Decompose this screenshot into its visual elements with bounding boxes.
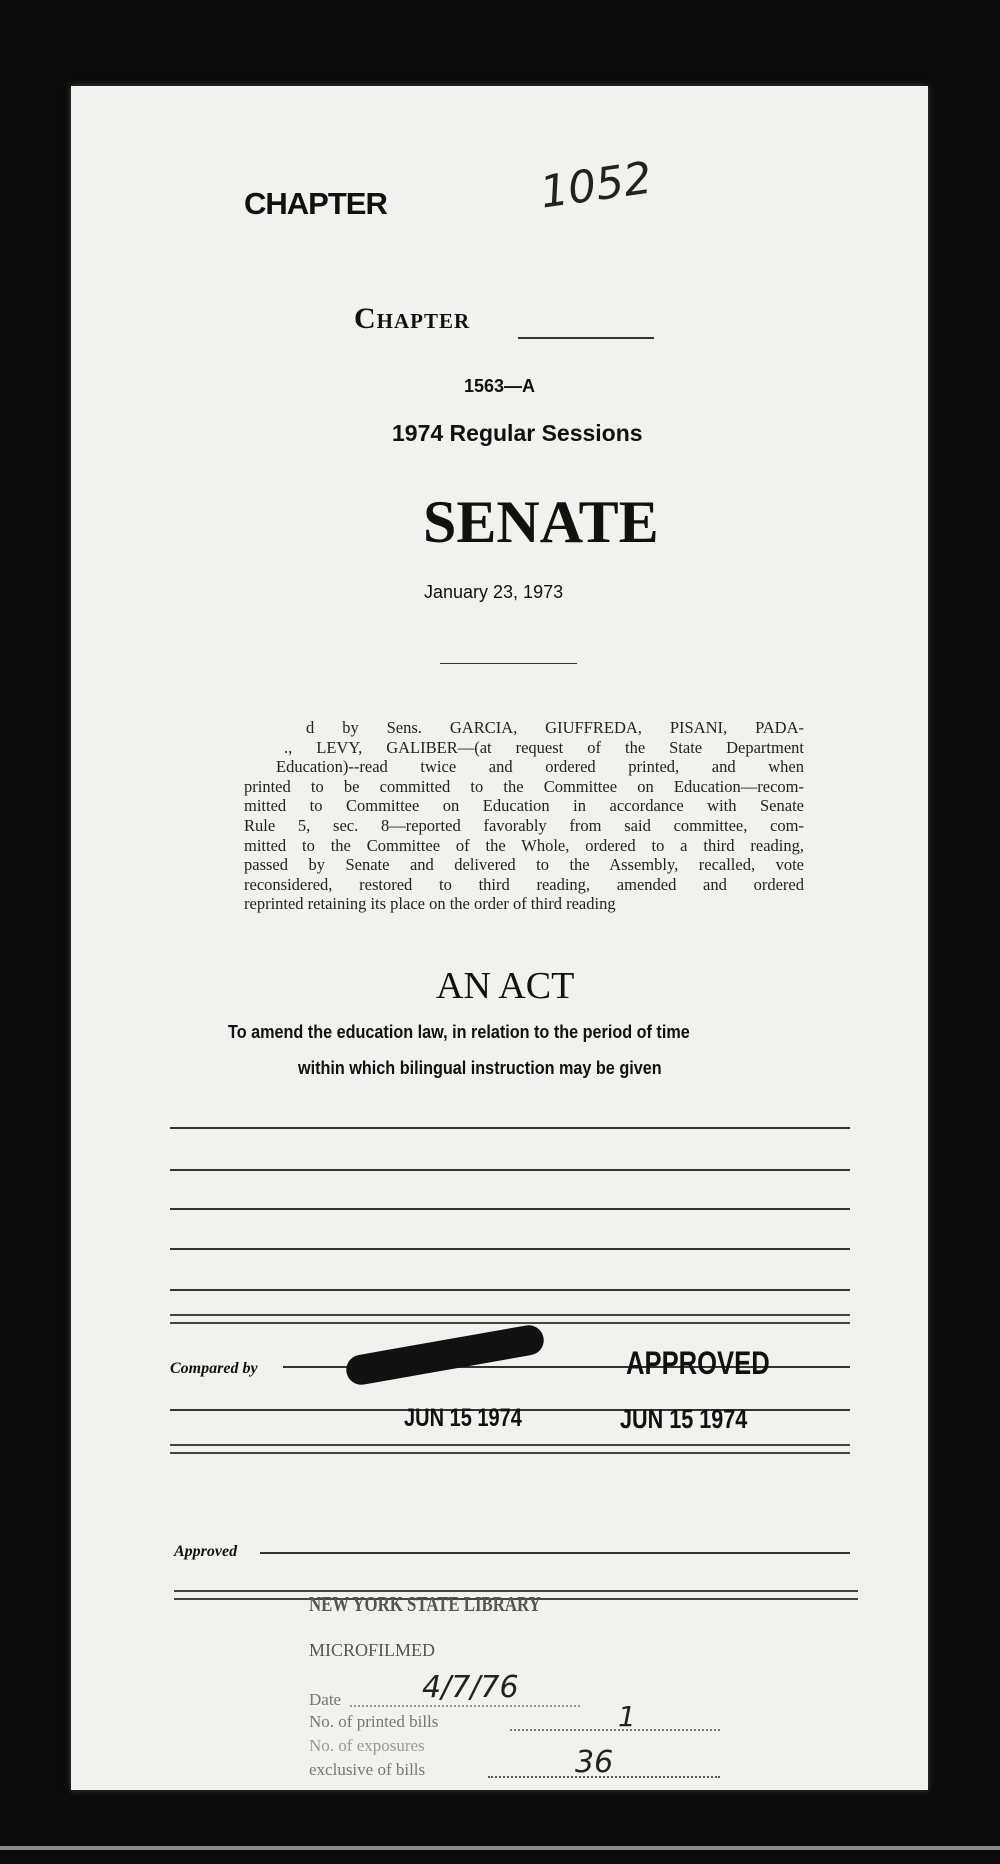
chapter-stamp: CHAPTER [244, 186, 387, 221]
bill-number: 1563—A [464, 376, 536, 396]
chapter-blank-line [518, 337, 654, 339]
legislative-history: d by Sens. GARCIA, GIUFFREDA, PISANI, PADA- ., LEVY, GALIBER—(at request of the State Department Education)--read twice and ordered printed, and when printed to be committed to the Committee on Education—recom- mitted to Committee on Education in accordance with Senate Rule 5, sec. 8—reported favorably from said committee, com- mitted to the Committee of the Whole, ordered to a third reading, passed by Senate and delivered to the Assembly, recalled, vote reconsidered, restored to third reading, amended and ordered reprinted retaining its place on the order of third reading [244, 718, 804, 914]
blank-line [170, 1127, 850, 1129]
approved-date-stamp: JUN 15 1974 [620, 1404, 748, 1434]
double-rule [170, 1314, 850, 1324]
library-name: NEW YORK STATE LIBRARY [309, 1592, 541, 1616]
film-edge [0, 1846, 1000, 1850]
session: 1974 Regular Sessions [392, 420, 643, 446]
approved-stamp: APPROVED [626, 1345, 770, 1381]
blank-line [170, 1289, 850, 1291]
chapter-heading [354, 302, 470, 336]
exposures-count: 36 [575, 1745, 614, 1780]
exposures-label: No. of exposures [309, 1736, 425, 1755]
handwritten-chapter-number: 1052 [536, 152, 655, 219]
introduction-date: January 23, 1973 [424, 582, 564, 602]
act-description-line2: within which bilingual instruction may be given [298, 1058, 662, 1078]
printed-bills-label: No. of printed bills [309, 1712, 439, 1731]
exposures-label-2: exclusive of bills [309, 1760, 426, 1779]
bill-jacket-page [71, 86, 928, 1790]
blank-line [170, 1169, 850, 1171]
microfilm-date: 4/7/76 [422, 1670, 519, 1705]
double-rule [170, 1444, 850, 1454]
chapter-label: Chapter [354, 302, 471, 335]
blank-line [170, 1208, 850, 1210]
compared-by-label: Compared by [170, 1360, 258, 1377]
printed-bills-count: 1 [618, 1700, 636, 1733]
approved-line [260, 1552, 850, 1554]
date-label: Date [309, 1690, 342, 1709]
printed-bills-dots [510, 1729, 720, 1731]
blank-line [170, 1248, 850, 1250]
act-description-line1: To amend the education law, in relation to the period of time [228, 1022, 690, 1042]
date-dots [350, 1705, 580, 1707]
compared-date-stamp: JUN 15 1974 [404, 1404, 522, 1432]
microfilmed-label: MICROFILMED [309, 1640, 436, 1660]
house-title: SENATE [423, 489, 659, 555]
act-title: AN ACT [436, 965, 575, 1007]
approved-label: Approved [174, 1543, 238, 1560]
divider [440, 663, 577, 664]
